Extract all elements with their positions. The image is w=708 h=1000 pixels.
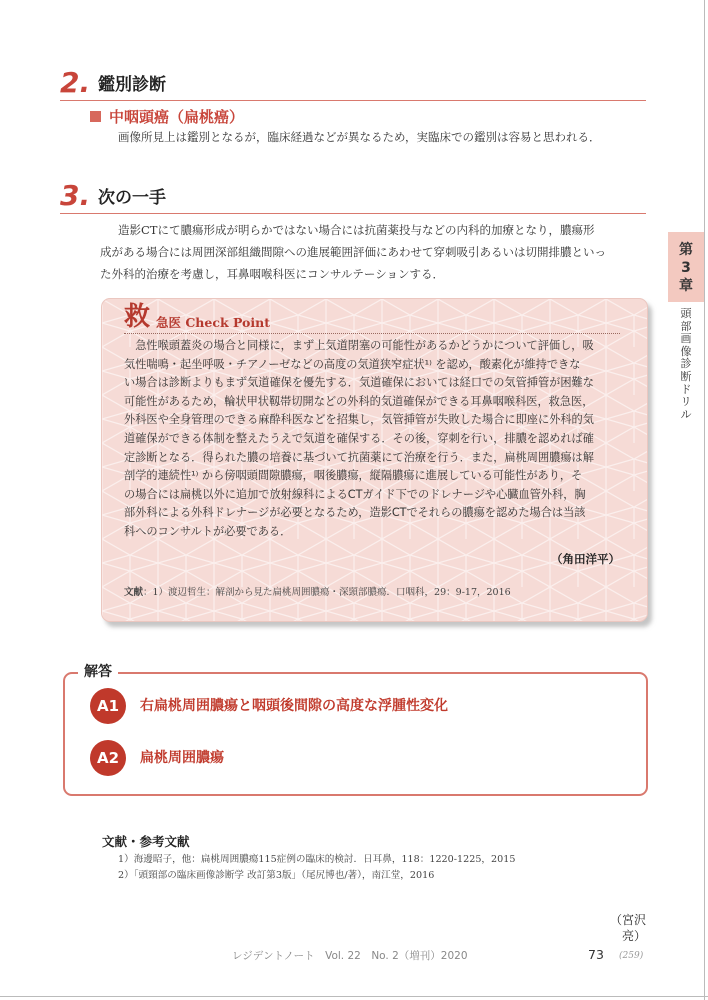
section-3-rule bbox=[60, 213, 646, 214]
answer-label: 解答 bbox=[78, 663, 118, 681]
footer-page-number: 73 bbox=[588, 947, 604, 962]
section-2-rule bbox=[60, 100, 646, 101]
check-point-divider bbox=[124, 333, 620, 334]
section-3-title: 次の一手 bbox=[98, 188, 166, 208]
check-point-line: 可能性があるため，輪状甲状靱帯切開などの外科的気道確保ができる耳鼻咽喉科医，救急医， bbox=[124, 394, 594, 408]
chapter-side-char: リ bbox=[680, 395, 692, 409]
check-point-line: 科へのコンサルトが必要である． bbox=[124, 524, 292, 538]
chapter-tab-char: 3 bbox=[681, 260, 691, 276]
chapter-side-char: 像 bbox=[680, 344, 692, 358]
check-point-line: い場合は診断よりもまず気道確保を優先する．気道確保においては経口での気管挿管が困難な bbox=[124, 376, 594, 390]
answer-box bbox=[63, 672, 648, 796]
answer-a2-badge: A2 bbox=[90, 740, 126, 776]
answer-a1-badge: A1 bbox=[90, 688, 126, 724]
footer-magazine: レジデントノート Vol. 22 No. 2（増刊）2020 bbox=[232, 950, 468, 962]
answer-a2-text: 扁桃周囲膿瘍 bbox=[140, 750, 224, 766]
chapter-side-char: 部 bbox=[680, 319, 692, 333]
section-3-line: 造影CTにて膿瘍形成が明らかではない場合には抗菌薬投与などの内科的加療となり，膿瘍形 bbox=[118, 223, 595, 237]
references-heading: 文献・参考文献 bbox=[102, 834, 190, 849]
check-point-line: の場合には扁桃以外に追加で放射線科によるCTガイド下でのドレナージや心臓血管外科，胸 bbox=[124, 487, 586, 501]
differential-subheading bbox=[90, 108, 244, 126]
check-point-author: （角田洋平） bbox=[551, 552, 620, 566]
answer-a1-text: 右扁桃周囲膿瘍と咽頭後間隙の高度な浮腫性変化 bbox=[140, 698, 448, 714]
chapter-tab-char: 章 bbox=[679, 278, 693, 294]
section-2-number: 2. bbox=[60, 66, 91, 99]
chapter-tab-char: 第 bbox=[679, 242, 693, 258]
section-2-body bbox=[118, 126, 601, 148]
check-point-reference bbox=[124, 587, 511, 599]
chapter-side-title bbox=[676, 308, 696, 421]
chapter-side-char: 頭 bbox=[680, 307, 692, 320]
section-2-line: 画像所見上は鑑別となるが，臨床経過などが異なるため，実臨床での鑑別は容易と思われる． bbox=[118, 130, 601, 144]
check-point-text bbox=[124, 337, 594, 542]
chapter-side-char: 断 bbox=[680, 369, 692, 383]
reference-item: 1）海邊昭子，他：扁桃周囲膿瘍115症例の臨床的検討．日耳鼻，118：1220-1225，2015 bbox=[118, 854, 516, 865]
chapter-side-char: ド bbox=[680, 382, 692, 396]
author-signature: （宮沢 亮） bbox=[609, 913, 659, 943]
chapter-tab bbox=[668, 232, 704, 302]
page-edge-right bbox=[704, 0, 705, 1000]
differential-subheading-text: 中咽頭癌（扁桃癌） bbox=[109, 108, 245, 126]
check-point-ref-text: ：1）渡辺哲生：解剖から見た扁桃周囲膿瘍・深頸部膿瘍．口咽科，29：9-17，2016 bbox=[143, 587, 511, 598]
section-2-title: 鑑別診断 bbox=[98, 75, 166, 95]
check-point-line: 剖学的連続性¹⁾ から傍咽頭間隙膿瘍，咽後膿瘍，縦隔膿瘍に進展している可能性があり，そ bbox=[124, 469, 583, 483]
check-point-line: 定診断となる．得られた膿の培養に基づいて抗菌薬にて治療を行う．また，扁桃周囲膿瘍は解 bbox=[124, 450, 594, 464]
check-point-line: 部外科による外科ドレナージが必要となるため，造影CTでそれらの膿瘍を認めた場合は当該 bbox=[124, 506, 586, 520]
check-point-line: 外科医や全身管理のできる麻酔科医などを招集し，気管挿管が失敗した場合に即座に外科的気 bbox=[124, 413, 594, 427]
chapter-side-char: 診 bbox=[680, 357, 692, 371]
footer-sub-page: (259) bbox=[619, 951, 644, 961]
page-edge-bottom bbox=[0, 996, 708, 997]
check-point-kanji: 救 bbox=[124, 302, 151, 332]
check-point-line: 気性喘鳴・起坐呼吸・チアノーゼなどの高度の気道狭窄症状¹⁾ を認め，酸素化が維持できな bbox=[124, 357, 581, 371]
chapter-side-char: ル bbox=[680, 407, 692, 421]
check-point-subtitle: 急医 Check Point bbox=[156, 315, 270, 330]
reference-item: 2）「頭頸部の臨床画像診断学 改訂第3版」（尾尻博也/著），南江堂，2016 bbox=[118, 870, 435, 881]
square-bullet-icon bbox=[90, 111, 101, 122]
section-3-line: た外科的治療を考慮し，耳鼻咽喉科医にコンサルテーションする． bbox=[100, 267, 444, 281]
chapter-side-char: 画 bbox=[680, 332, 692, 346]
check-point-line: 道確保ができる体制を整えたうえで気道を確保する．その後，穿刺を行い，排膿を認めれば確 bbox=[124, 431, 594, 445]
section-3-line: 成がある場合には周囲深部組織間隙への進展範囲評価にあわせて穿刺吸引あるいは切開排膿といっ bbox=[100, 245, 606, 259]
check-point-line: 急性喉頭蓋炎の場合と同様に，まず上気道閉塞の可能性があるかどうかについて評価し，吸 bbox=[124, 339, 594, 352]
section-3-number: 3. bbox=[60, 179, 91, 212]
section-3-body bbox=[100, 219, 606, 285]
check-point-ref-label: 文献 bbox=[124, 587, 144, 598]
